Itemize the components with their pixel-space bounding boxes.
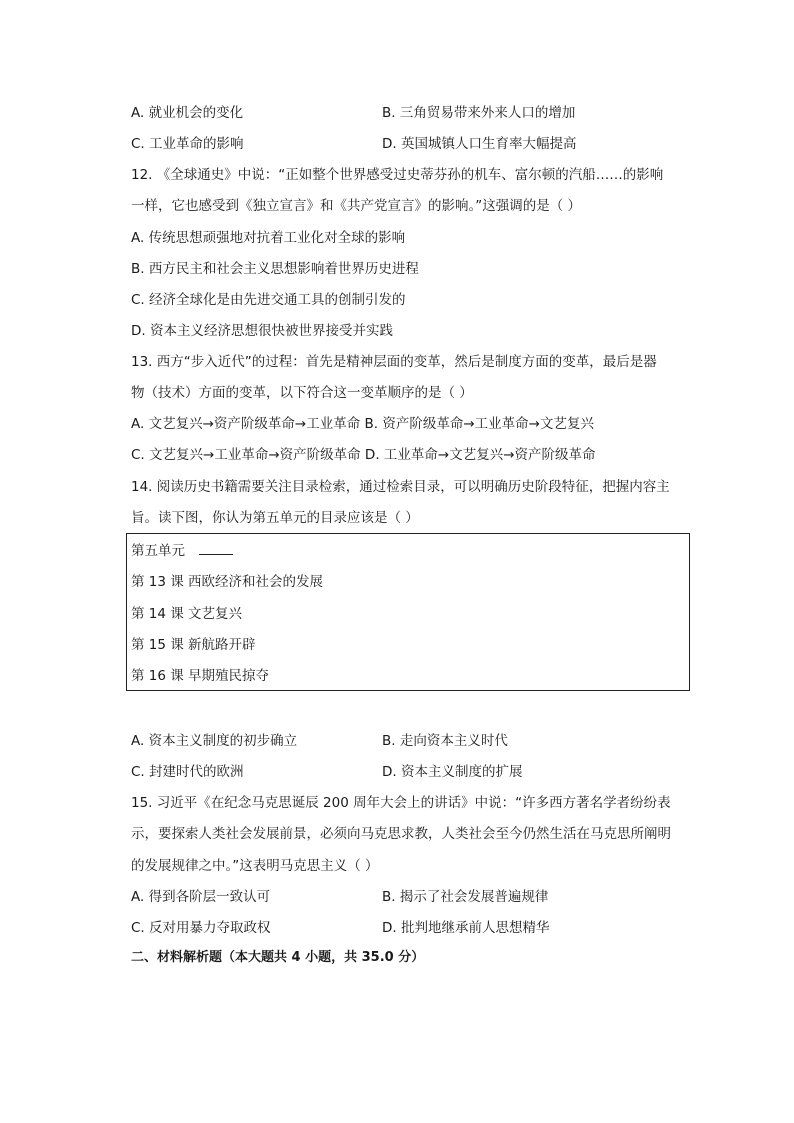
q11-option-d: D. 英国城镇人口生育率大幅提高 bbox=[382, 136, 577, 152]
toc-lesson-16: 第 16 课 早期殖民掠夺 bbox=[131, 668, 270, 684]
q15-stem-line1: 15. 习近平《在纪念马克思诞辰 200 周年大会上的讲话》中说：“许多西方著名学者纷纷表 bbox=[131, 795, 671, 811]
q15-option-c: C. 反对用暴力夺取政权 bbox=[131, 920, 271, 936]
q11-option-a: A. 就业机会的变化 bbox=[131, 105, 244, 121]
section-2-heading: 二、材料解析题（本大题共 4 小题，共 35.0 分） bbox=[131, 950, 425, 965]
q14-option-a: A. 资本主义制度的初步确立 bbox=[131, 733, 298, 749]
q12-option-b: B. 西方民主和社会主义思想影响着世界历史进程 bbox=[131, 261, 419, 277]
q15-stem-line2: 示，要探索人类社会发展前景，必须向马克思求教，人类社会至今仍然生活在马克思所阐明 bbox=[131, 826, 671, 842]
q14-stem-line1: 14. 阅读历史书籍需要关注目录检索，通过检索目录，可以明确历史阶段特征，把握内容主 bbox=[131, 479, 670, 495]
q12-option-c: C. 经济全球化是由先进交通工具的创制引发的 bbox=[131, 292, 406, 308]
q14-option-b: B. 走向资本主义时代 bbox=[382, 733, 508, 749]
toc-lesson-15: 第 15 课 新航路开辟 bbox=[131, 637, 256, 653]
q14-stem-line2: 旨。读下图，你认为第五单元的目录应该是（ ） bbox=[131, 510, 419, 526]
q11-option-c: C. 工业革命的影响 bbox=[131, 136, 244, 152]
q13-options-cd: C. 文艺复兴→工业革命→资产阶级革命 D. 工业革命→文艺复兴→资产阶级革命 bbox=[131, 447, 596, 463]
toc-lesson-13: 第 13 课 西欧经济和社会的发展 bbox=[131, 574, 324, 590]
q12-stem-line1: 12. 《全球通史》中说：“正如整个世界感受过史蒂芬孙的机车、富尔顿的汽船……的影响 bbox=[131, 167, 664, 183]
toc-unit-row bbox=[131, 541, 233, 561]
q14-option-c: C. 封建时代的欧洲 bbox=[131, 764, 244, 780]
q12-stem-line2: 一样，它也感受到《独立宣言》和《共产党宣言》的影响。”这强调的是（ ） bbox=[131, 198, 582, 214]
q12-option-a: A. 传统思想顽强地对抗着工业化对全球的影响 bbox=[131, 230, 406, 246]
q13-stem-line1: 13. 西方“步入近代”的过程：首先是精神层面的变革，然后是制度方面的变革，最后是器 bbox=[131, 354, 657, 370]
q15-option-a: A. 得到各阶层一致认可 bbox=[131, 889, 271, 905]
q11-option-b: B. 三角贸易带来外来人口的增加 bbox=[382, 105, 576, 121]
toc-unit-blank bbox=[199, 542, 233, 555]
table-of-contents-box bbox=[126, 533, 690, 691]
q12-option-d: D. 资本主义经济思想很快被世界接受并实践 bbox=[131, 323, 393, 339]
toc-lesson-14: 第 14 课 文艺复兴 bbox=[131, 606, 243, 622]
q15-option-b: B. 揭示了社会发展普遍规律 bbox=[382, 889, 549, 905]
q13-stem-line2: 物（技术）方面的变革，以下符合这一变革顺序的是（ ） bbox=[131, 385, 473, 401]
q15-stem-line3: 的发展规律之中。”这表明马克思主义（ ） bbox=[131, 858, 379, 874]
q13-options-ab: A. 文艺复兴→资产阶级革命→工业革命 B. 资产阶级革命→工业革命→文艺复兴 bbox=[131, 416, 594, 432]
q14-option-d: D. 资本主义制度的扩展 bbox=[382, 764, 523, 780]
q15-option-d: D. 批判地继承前人思想精华 bbox=[382, 920, 550, 936]
toc-unit-title: 第五单元 bbox=[131, 543, 185, 559]
